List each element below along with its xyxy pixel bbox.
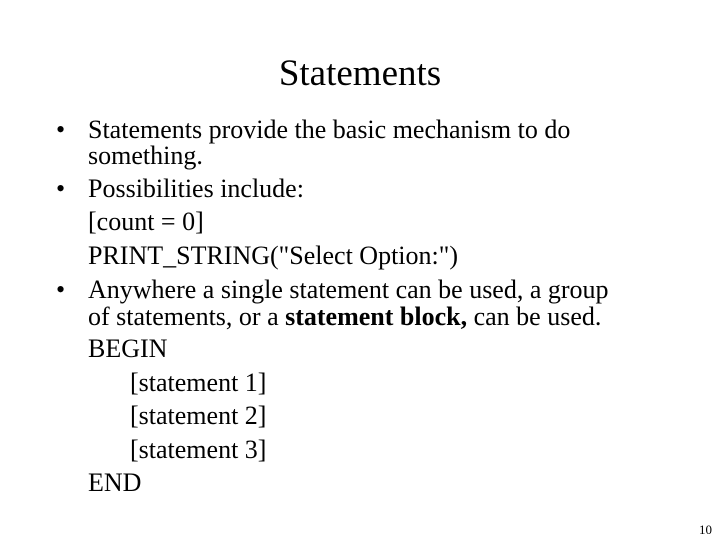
bullet-3-text-pre: of statements, or a: [88, 302, 286, 331]
bullet-glyph: •: [56, 174, 66, 203]
code-print-string: PRINT_STRING("Select Option:"): [88, 241, 459, 270]
page-number: 10: [699, 522, 712, 537]
bullet-3-text-bold: statement block,: [285, 302, 468, 331]
code-begin: BEGIN: [88, 334, 168, 363]
code-statement-3: [statement 3]: [130, 435, 267, 464]
slide-title: Statements: [278, 53, 442, 94]
bullet-3-text-post: can be used.: [467, 302, 602, 331]
bullet-glyph: •: [56, 275, 66, 304]
code-statement-1: [statement 1]: [130, 368, 267, 397]
bullet-1-line-1: Statements provide the basic mechanism to do: [88, 115, 571, 144]
code-statement-2: [statement 2]: [130, 401, 267, 430]
bullet-1-line-2: something.: [88, 141, 203, 170]
bullet-glyph: •: [56, 115, 66, 144]
bullet-3-line-2: [88, 301, 601, 333]
code-end: END: [88, 468, 142, 497]
bullet-3-line-1: Anywhere a single statement can be used, a group: [88, 275, 609, 304]
bullet-2-line-1: Possibilities include:: [88, 174, 304, 203]
code-count-assign: [count = 0]: [88, 207, 204, 236]
